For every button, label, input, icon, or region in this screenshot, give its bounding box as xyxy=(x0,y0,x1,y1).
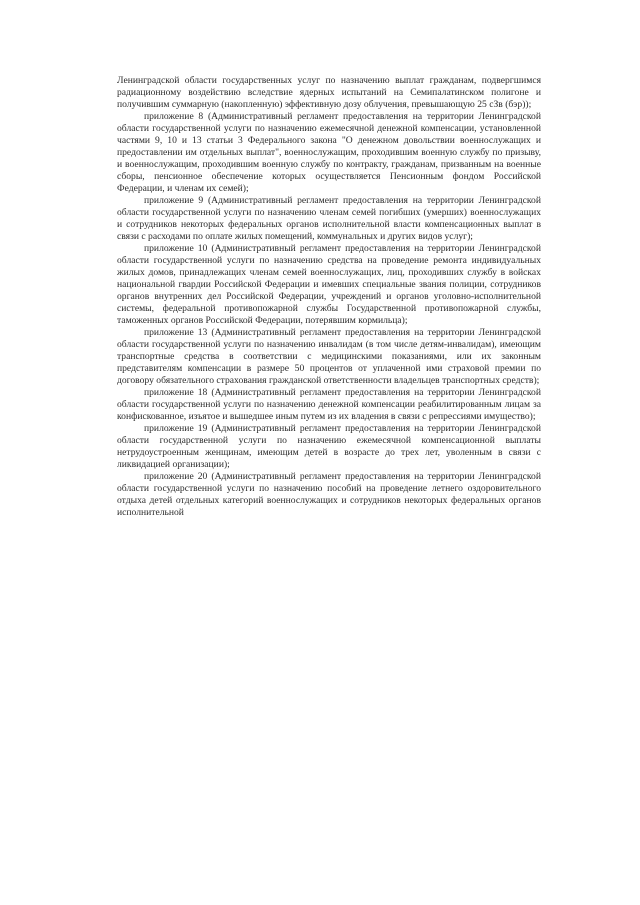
paragraph-appendix-8: приложение 8 (Административный регламент предоставления на территории Ленинградской области государственной услуги по назначению ежемесячной денежной компенсации, установленной частями 9, 10 и 13 статьи 3 Федерального закона "О денежном довольствии военнослужащих и предоставлении им отдельных выплат", военнослужащим, проходившим военную службу по призыву, и военнослужащим, проходившим военную службу по контракту, гражданам, призванным на военные сборы, пенсионное обеспечение которых осуществляется Пенсионным фондом Российской Федерации, и членам их семей); xyxy=(117,111,541,194)
paragraph-continuation: Ленинградской области государственных услуг по назначению выплат гражданам, подвергшимся радиационному воздействию вследствие ядерных испытаний на Семипалатинском полигоне и получившим суммарную (накопленную) эффективную дозу облучения, превышающую 25 сЗв (бэр)); xyxy=(117,75,541,110)
paragraph-appendix-20: приложение 20 (Административный регламент предоставления на территории Ленинградской области государственной услуги по назначению пособий на проведение летнего оздоровительного отдыха детей отдельных категорий военнослужащих и сотрудников некоторых федеральных органов исполнительной xyxy=(117,471,541,518)
paragraph-appendix-19: приложение 19 (Административный регламент предоставления на территории Ленинградской области государственной услуги по назначению ежемесячной компенсационной выплаты нетрудоустроенным женщинам, имеющим детей в возрасте до трех лет, уволенным в связи с ликвидацией организации); xyxy=(117,423,541,470)
document-body xyxy=(117,75,541,519)
paragraph-appendix-9: приложение 9 (Административный регламент предоставления на территории Ленинградской области государственной услуги по назначению членам семей погибших (умерших) военнослужащих и сотрудников некоторых федеральных органов исполнительной власти компенсационных выплат в связи с расходами по оплате жилых помещений, коммунальных и других видов услуг); xyxy=(117,195,541,242)
paragraph-appendix-13: приложение 13 (Административный регламент предоставления на территории Ленинградской области государственной услуги по назначению инвалидам (в том числе детям-инвалидам), имеющим транспортные средства в соответствии с медицинскими показаниями, или их законным представителям компенсации в размере 50 процентов от уплаченной ими страховой премии по договору обязательного страхования гражданской ответственности владельцев транспортных средств); xyxy=(117,327,541,386)
paragraph-appendix-10: приложение 10 (Административный регламент предоставления на территории Ленинградской области государственной услуги по назначению средства на проведение ремонта индивидуальных жилых домов, принадлежащих членам семей военнослужащих, лиц, проходивших службу в войсках национальной гвардии Российской Федерации и имевших специальные звания полиции, сотрудников органов внутренних дел Российской Федерации, учреждений и органов уголовно-исполнительной системы, федеральной противопожарной службы Государственной противопожарной службы, таможенных органов Российской Федерации, потерявшим кормильца); xyxy=(117,243,541,326)
paragraph-appendix-18: приложение 18 (Административный регламент предоставления на территории Ленинградской области государственной услуги по назначению денежной компенсации реабилитированным лицам за конфискованное, изъятое и вышедшее иным путем из их владения в связи с репрессиями имущество); xyxy=(117,387,541,422)
